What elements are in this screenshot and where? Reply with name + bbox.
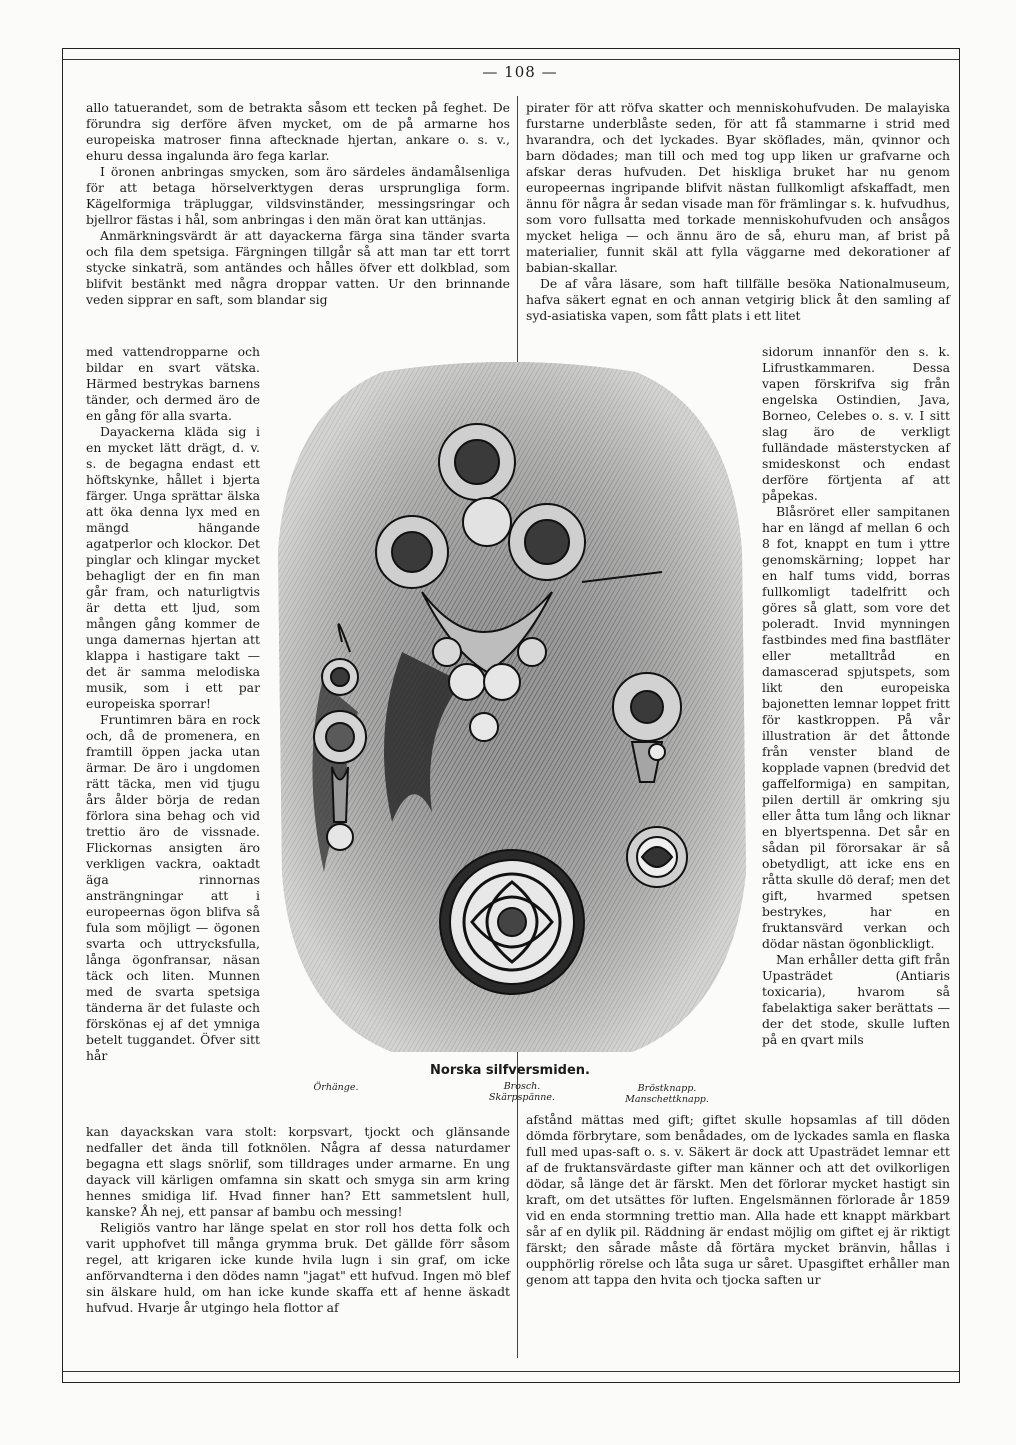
jewelry-engraving	[262, 352, 756, 1058]
text-bottom-left	[86, 1124, 510, 1356]
paragraph: afstånd mättas med gift; giftet skulle hopsamlas af till döden dömda förbrytare, som benådades, om de lyckades samla en flaska full med upas-saft o. s. v. Säkert är dock att Upasträdet lemnar ett af de fruktansvärdaste gifter man känner och att det ovilkorligen dödar, så länge det är färskt. Men det förlorar mycket hastigt sin kraft, om det utsättes för luften. Engelsmännen förlorade år 1859 vid en enda stormning trettio man. Alla hade ett knappt märkbart sår af en dylik pil. Räddning är endast möjlig om giftet ej är riktigt färskt; den sårade måste då förtära mycket bränvin, hållas i oupphörlig rörelse och låta suga ur såret. Upasgiftet erhåller man genom att tappa den hvita och tjocka saften ur	[526, 1112, 950, 1287]
caption-line: Örhänge.	[313, 1082, 359, 1093]
paragraph: Religiös vantro har länge spelat en stor roll hos detta folk och varit upphofvet till många grymma bruk. Det gällde förr såsom regel, att krigaren icke kunde hvila lugn i sin graf, om icke anförvandterna i den dödes namn "jagat" ett hufvud. Ingen mö blef sin älskare huld, om han icke kunde skaffa ett af henne äskadt hufvud. Hvarje år utgingo hela flottor af	[86, 1220, 510, 1315]
caption-earring	[296, 1082, 376, 1093]
frame-rule-top	[63, 59, 959, 60]
paragraph: Fruntimren bära en rock och, då de promenera, en framtill öppen jacka utan ärmar. De äro i ungdomen rätt täcka, men vid tjugu års ålder börja de redan förlora sina behag och vid trettio äro de vissnade. Flickornas ansigten äro verkligen vackra, oaktadt äga rinnornas ansträngningar att i europeernas ögon blifva så fula som möjligt — ögonen svarta och uttrycksfulla, långa ögonfransar, näsan täck och liten. Munnen med de svarta spetsiga tänderna är det fulaste och förskönas ej af det ymniga betelt tuggandet. Öfver sitt hår	[86, 712, 260, 1063]
text-right-column	[762, 344, 950, 1122]
text-left-column	[86, 344, 260, 1122]
frame-rule-bottom	[63, 1371, 959, 1372]
caption-line: Manschettknapp.	[625, 1094, 709, 1105]
cufflink	[627, 827, 687, 887]
text-bottom-right	[526, 1112, 950, 1356]
figure-title: Norska silfversmiden.	[430, 1063, 590, 1078]
paragraph: Dayackerna kläda sig i en mycket lätt drägt, d. v. s. de begagna endast ett höftskynke, hållet i bjerta färger. Unga sprättar älska att öka denna lyx med en mängd hängande agatperlor och klockor. Det pinglar och klingar mycket behagligt der en fin man går fram, och naturligtvis är detta ett ljud, som mången gång kommer de unga damernas hjertan att klappa i hastigare takt — det är samma melodiska musik, som i ett par europeiska sporrar!	[86, 424, 260, 711]
caption-line: Skärpspänne.	[488, 1092, 556, 1103]
text-top-right	[526, 100, 950, 340]
paragraph: Man erhåller detta gift från Upasträdet (Antiaris toxicaria), hvarom så fabelaktiga saker berättats — der det stode, skulle luften på en qvart mils	[762, 952, 950, 1047]
paragraph: Anmärkningsvärdt är att dayackerna färga sina tänder svarta och fila dem spetsiga. Färgningen tillgår så att man tar ett torrt stycke sinkaträ, som antändes och hålles öfver ett dolkblad, som blifvit bestänkt med några droppar vatten. Ur den brinnande veden sipprar en saft, som blandar sig	[86, 228, 510, 307]
paragraph: I öronen anbringas smycken, som äro särdeles ändamålsenliga för att betaga hörselverktygen deras ursprungliga form. Kägelformiga träpluggar, vildsvinständer, messingsringar och bjellror fästas i hål, som anbringas i den män örat kan uttänjas.	[86, 164, 510, 227]
caption-stud	[612, 1083, 722, 1105]
caption-brooch	[472, 1081, 572, 1103]
paragraph: med vattendropparne och bildar en svart vätska. Härmed bestrykas barnens tänder, och dermed äro de en gång för alla svarta.	[86, 344, 260, 423]
paragraph: allo tatuerandet, som de betrakta såsom ett tecken på feghet. De förundra sig derföre äfven mycket, om de på armarne hos europeiska matroser finna aftecknade hjertan, ankare o. s. v., ehuru dessa ingalunda äro fega karlar.	[86, 100, 510, 163]
caption-line: Bröstknapp.	[637, 1083, 697, 1094]
paragraph: kan dayackskan vara stolt: korpsvart, tjockt och glänsande nedfaller det ända till fotknölen. Några af dessa naturdamer begagna ett slags snörlif, som tilldrages under armarne. En ung dayack vill kärligen omfamna sin skatt och smyga sin arm kring hennes smidiga lif. Hvad finner han? Ett sammetslent hull, kanske? Åh nej, ett pansar af bambu och messing!	[86, 1124, 510, 1219]
page-number: — 108 —	[482, 63, 558, 81]
paragraph: pirater för att röfva skatter och menniskohufvuden. De malayiska furstarne underblåste seden, för att få stammarne i strid med hvarandra, och det lyckades. Byar sköflades, män, qvinnor och barn dödades; man till och med tog upp liken ur grafvarne och afskar deras hufvuden. Det hiskliga bruket har nu genom europeernas ingripande blifvit nästan fullkomligt afskaffadt, men ännu för några år sedan visade man för främlingar s. k. hufvudhus, som voro fullsatta med torkade menniskohufvuden och ansågos mycket heliga — och ännu äro de så, ehuru man, af brist på materialier, funnit skäl att fylla väggarne med dekorationer af babian-skallar.	[526, 100, 950, 275]
round-buckle	[440, 850, 584, 994]
paragraph: Blåsröret eller sampitanen har en längd af mellan 6 och 8 fot, knappt en tum i yttre genomskärning; loppet har en half tums vidd, borras fullkomligt tadelfritt och göres så glatt, som vore det poleradt. Invid mynningen fastbindes med fina bastfläter eller metalltråd en damascerad spjutspets, som likt den europeiska bajonetten lemnar loppet fritt för kastkroppen. På vår illustration är det åttonde från venster bland de kopplade vapnen (bredvid det gaffelformiga) en sampitan, pilen dertill är omkring sju eller åtta tum lång och liknar en blyertspenna. Det sår en sådan pil förorsakar är så obetydligt, att icke ens en råtta skulle dö deraf; men det gift, hvarmed spetsen bestrykes, har en fruktansvärd verkan och dödar nästan ögonblickligt.	[762, 504, 950, 951]
caption-line: Brosch.	[503, 1081, 541, 1092]
text-top-left	[86, 100, 510, 358]
paragraph: sidorum innanför den s. k. Lifrustkammaren. Dessa vapen förskrifva sig från engelska Ostindien, Java, Borneo, Celebes o. s. v. I sitt slag äro de verkligt fulländade mästerstycken af smideskonst och endast derföre förtjenta af att påpekas.	[762, 344, 950, 503]
paragraph: De af våra läsare, som haft tillfälle besöka Nationalmuseum, hafva säkert egnat en och annan vetgirig blick åt den samling af syd-asiatiska vapen, som fått plats i ett litet	[526, 276, 950, 323]
